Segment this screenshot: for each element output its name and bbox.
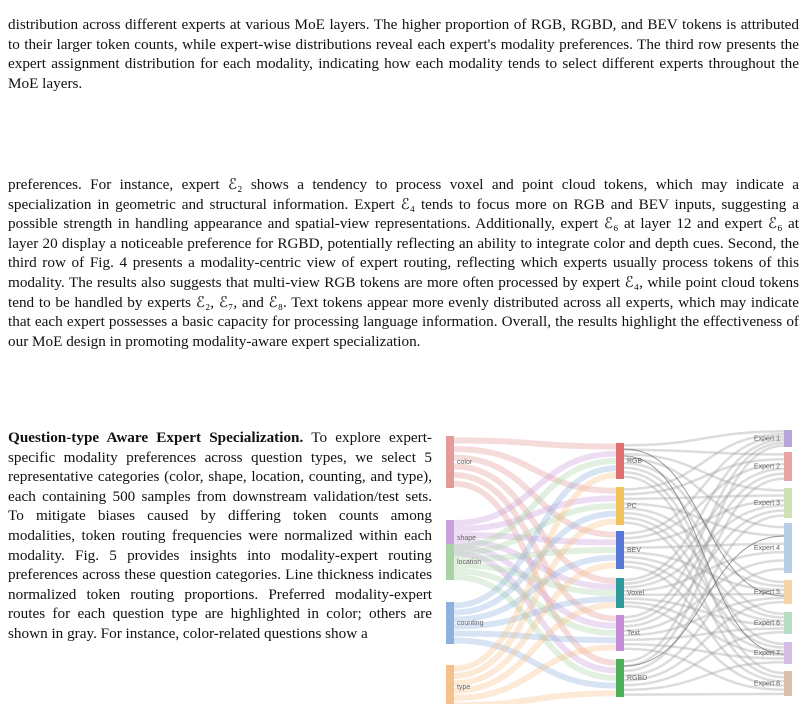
expert-node bbox=[784, 642, 792, 664]
caption-tail: distribution across different experts at various MoE layers. The higher proportion of RGB, RGBD, and BEV tokens is attributed to their larger token counts, while expert-wise distributions reveal each expert's modality preferences. The third row presents the expert assignment distribution for each modality, indicating how each modality tends to select different experts throughout the MoE layers. bbox=[8, 16, 799, 92]
modality-label: BEV bbox=[627, 547, 642, 554]
expert-label: Expert 5 bbox=[753, 589, 780, 596]
modality-label: Voxel bbox=[627, 590, 645, 597]
expert-node bbox=[784, 580, 792, 604]
qtype-node bbox=[446, 544, 454, 580]
expert-label: Expert 7 bbox=[753, 650, 780, 657]
sankey-link bbox=[624, 496, 784, 499]
expert-node bbox=[784, 671, 792, 696]
modality-node bbox=[616, 487, 624, 525]
section-paragraph bbox=[8, 428, 432, 644]
modality-label: Text bbox=[627, 630, 640, 637]
expert-label: Expert 6 bbox=[753, 620, 780, 627]
expert-node bbox=[784, 430, 792, 447]
expert-label: Expert 1 bbox=[753, 435, 780, 443]
body-paragraph: preferences. For instance, expert ℰ₂ shows a tendency to process voxel and point cloud tokens, which may indicate a specialization in geometric and structural information. Expert ℰ₄ tends to focus more on RGB and BEV inputs, suggesting a possible strength in handling appearance and spatial-view representations. Additionally, expert ℰ₆ at layer 12 and expert ℰ₆ at layer 20 display a noticeable preference for RGBD, potentially reflecting an ability to integrate color and depth cues. Second, the third row of Fig. 4 presents a modality-centric view of expert routing, reflecting which experts usually process tokens of this modality. The results also suggests that multi-view RGB tokens are more often processed by expert ℰ₄, while point cloud tokens tend to be handled by experts ℰ₂, ℰ₇, and ℰ₈. Text tokens appear more evenly distributed across all experts, which may indicate that each expert possesses a basic capacity for processing language information. Overall, the results highlight the effectiveness of our MoE design in promoting modality-aware expert specialization. bbox=[8, 176, 799, 350]
expert-node bbox=[784, 452, 792, 481]
modality-label: RGB bbox=[627, 458, 643, 465]
sankey-link bbox=[454, 440, 616, 446]
expert-label: Expert 3 bbox=[753, 500, 780, 507]
modality-node bbox=[616, 443, 624, 479]
qtype-label: color bbox=[457, 459, 473, 466]
modality-node bbox=[616, 659, 624, 697]
qtype-label: location bbox=[457, 559, 482, 566]
modality-node bbox=[616, 531, 624, 569]
expert-node bbox=[784, 523, 792, 573]
expert-label: Expert 4 bbox=[753, 545, 780, 552]
qtype-node bbox=[446, 436, 454, 488]
sankey-figure bbox=[440, 416, 802, 704]
modality-label: RGBD bbox=[627, 675, 648, 682]
qtype-label: shape bbox=[457, 535, 477, 542]
expert-node bbox=[784, 612, 792, 634]
section-text: To explore expert-specific modality preferences across question types, we select 5 representative categories (color, shape, location, counting, and type), each containing 500 samples from downstream validation/test sets. To mitigate biases caused by differing token counts among modalities, token routing frequencies were normalized within each modality. Fig. 5 provides insights into modality-expert routing preferences across these question categories. Line thickness indicates normalized token routing proportions. Preferred modality-expert routes for each question type are highlighted in color; others are shown in gray. For instance, color-related questions show a bbox=[8, 429, 432, 642]
qtype-label: counting bbox=[457, 620, 484, 627]
modality-label: PC bbox=[627, 503, 637, 510]
qtype-node bbox=[446, 665, 454, 704]
qtype-node bbox=[446, 602, 454, 644]
expert-label: Expert 8 bbox=[753, 680, 780, 688]
expert-label: Expert 2 bbox=[753, 463, 780, 471]
expert-node bbox=[784, 488, 792, 518]
modality-node bbox=[616, 615, 624, 651]
sankey-link bbox=[624, 694, 784, 695]
modality-node bbox=[616, 578, 624, 608]
section-heading: Question-type Aware Expert Specialization. bbox=[8, 429, 304, 446]
qtype-label: type bbox=[457, 684, 471, 691]
